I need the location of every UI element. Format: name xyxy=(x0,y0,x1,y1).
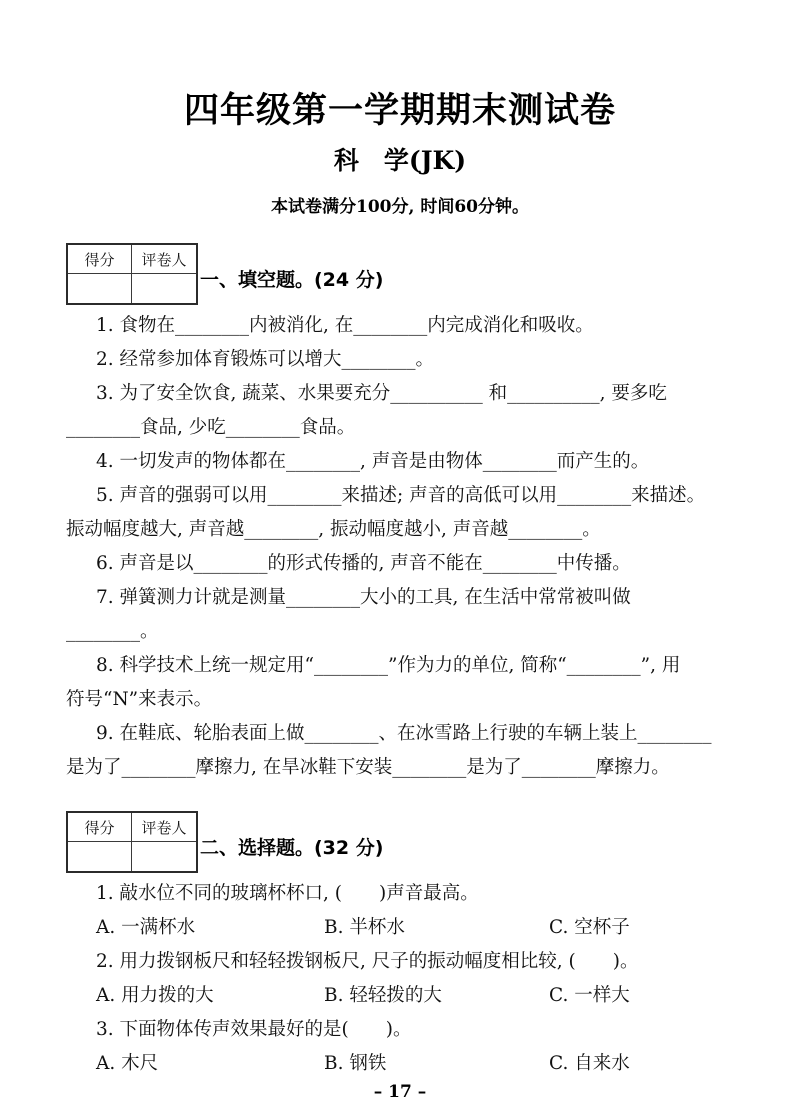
choice-option-row xyxy=(66,979,742,1013)
choice-option-c[interactable]: C. 自来水 xyxy=(549,1053,630,1074)
choice-option-b[interactable]: B. 半杯水 xyxy=(324,917,405,938)
choice-option-row xyxy=(66,911,742,945)
score-value-score[interactable] xyxy=(68,274,132,303)
score-table-fill-in xyxy=(66,243,198,305)
question-item: 4. 一切发声的物体都在________, 声音是由物体________而产生的。 xyxy=(96,451,650,472)
choice-option-a[interactable]: A. 木尺 xyxy=(96,1053,159,1074)
score-table-multiple-choice xyxy=(66,811,198,873)
question-item: 6. 声音是以________的形式传播的, 声音不能在________中传播。 xyxy=(96,553,631,574)
multiple-choice-questions xyxy=(0,877,800,1081)
section-header-fill-in xyxy=(0,243,800,309)
choice-option-row xyxy=(66,1047,742,1081)
question-item-continued: 振动幅度越大, 声音越________, 振动幅度越小, 声音越________。 xyxy=(66,519,601,540)
score-value-grader[interactable] xyxy=(132,274,196,303)
choice-question-stem: 3. 下面物体传声效果最好的是( )。 xyxy=(96,1019,412,1040)
choice-option-a[interactable]: A. 用力拨的大 xyxy=(96,985,214,1006)
score-label-score: 得分 xyxy=(68,813,132,842)
fill-in-questions xyxy=(0,309,800,785)
question-item: 5. 声音的强弱可以用________来描述; 声音的高低可以用________来描述。 xyxy=(96,485,706,506)
exam-info-line: 本试卷满分100分, 时间60分钟。 xyxy=(271,197,529,217)
choice-option-a[interactable]: A. 一满杯水 xyxy=(96,917,196,938)
question-item-continued: ________。 xyxy=(66,621,159,642)
choice-option-c[interactable]: C. 一样大 xyxy=(549,985,630,1006)
choice-option-c[interactable]: C. 空杯子 xyxy=(549,917,630,938)
question-item: 3. 为了安全饮食, 蔬菜、水果要充分__________ 和__________, 要多吃 xyxy=(96,383,667,404)
choice-question-stem: 2. 用力拨钢板尺和轻轻拨钢板尺, 尺子的振动幅度相比较, ( )。 xyxy=(96,951,639,972)
page-title: 四年级第一学期期末测试卷 xyxy=(183,90,616,131)
score-label-grader: 评卷人 xyxy=(132,813,196,842)
section-header-multiple-choice xyxy=(0,811,800,877)
page-number: – 17 – xyxy=(373,1082,427,1102)
section-title-multiple-choice: 二、选择题。(32 分) xyxy=(200,837,384,859)
question-item-continued: 符号“N”来表示。 xyxy=(66,689,213,710)
score-value-score[interactable] xyxy=(68,842,132,871)
subject-subtitle: 科 学(JK) xyxy=(333,145,467,175)
choice-option-b[interactable]: B. 轻轻拨的大 xyxy=(324,985,442,1006)
question-item: 2. 经常参加体育锻炼可以增大________。 xyxy=(96,349,435,370)
choice-option-b[interactable]: B. 钢铁 xyxy=(324,1053,387,1074)
score-label-score: 得分 xyxy=(68,245,132,274)
section-title-fill-in: 一、填空题。(24 分) xyxy=(200,269,384,291)
question-item: 7. 弹簧测力计就是测量________大小的工具, 在生活中常常被叫做 xyxy=(96,587,631,608)
question-item-continued: ________食品, 少吃________食品。 xyxy=(66,417,356,438)
question-item: 1. 食物在________内被消化, 在________内完成消化和吸收。 xyxy=(96,315,594,336)
choice-question-stem: 1. 敲水位不同的玻璃杯杯口, ( )声音最高。 xyxy=(96,883,479,904)
question-item: 9. 在鞋底、轮胎表面上做________、在冰雪路上行驶的车辆上装上________ xyxy=(96,723,712,744)
score-label-grader: 评卷人 xyxy=(132,245,196,274)
score-value-grader[interactable] xyxy=(132,842,196,871)
question-item: 8. 科学技术上统一规定用“________”作为力的单位, 简称“________”, 用 xyxy=(96,655,681,676)
question-item-continued: 是为了________摩擦力, 在旱冰鞋下安装________是为了________摩擦力。 xyxy=(66,757,670,778)
